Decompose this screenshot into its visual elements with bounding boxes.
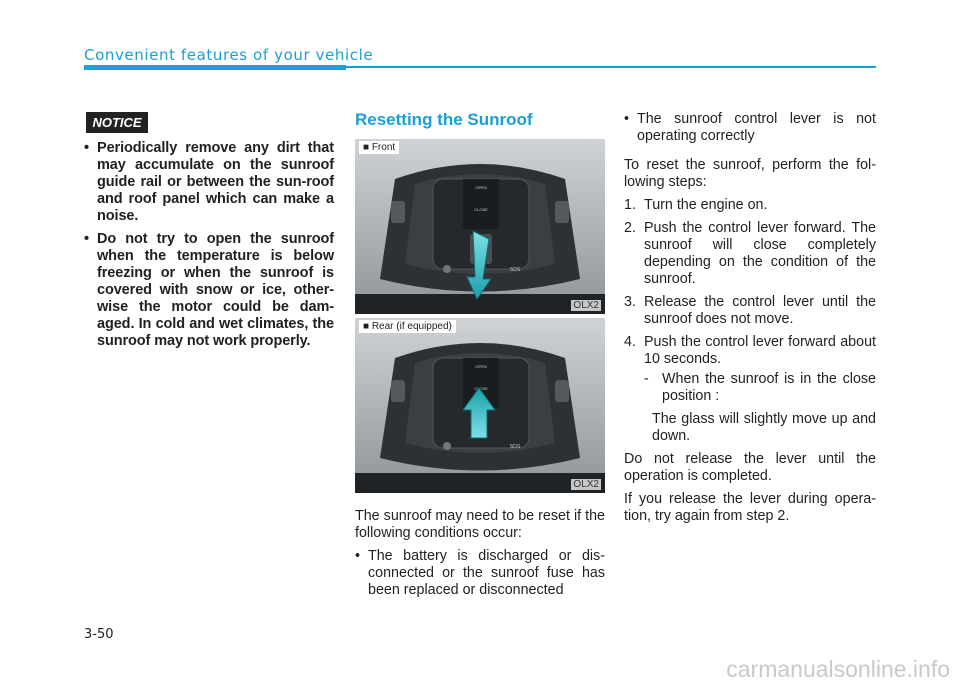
step-item	[624, 197, 876, 214]
sub-step-detail: The glass will slightly move up and down.	[652, 411, 876, 444]
watermark: carmanualsonline.info	[726, 656, 950, 682]
sub-step-text: When the sunroof is in the close position :	[662, 371, 876, 404]
panel-close-label: CLOSE	[474, 386, 488, 391]
panel-sos-label: SOS	[509, 444, 521, 450]
steps-intro: To reset the sunroof, perform the fol-lowing steps:	[624, 157, 876, 190]
page-number: 3-50	[84, 627, 114, 642]
panel-open-label: OPEN	[475, 364, 487, 369]
note-paragraph: If you release the lever during opera-tion, try again from step 2.	[624, 491, 876, 524]
figure-rear	[355, 318, 605, 493]
column-3-text	[624, 111, 876, 531]
panel-open-label: OPEN	[475, 185, 487, 190]
figure-label: ■ Rear (if equipped)	[359, 320, 456, 333]
header-divider-accent	[84, 65, 346, 70]
conditions-list-continued	[624, 111, 876, 145]
step-item	[624, 220, 876, 288]
step-number: 2.	[624, 220, 636, 236]
step-text: Release the control lever until the sunroof does not move.	[644, 294, 876, 327]
intro-paragraph: The sunroof may need to be reset if the following conditions occur:	[355, 508, 605, 541]
notice-item: • Periodically remove any dirt that may accumulate on the sunroof guide rail or between the sun-roof and roof panel which can make a noise.	[84, 140, 334, 225]
dash-glyph: -	[644, 371, 649, 387]
condition-item: • The sunroof control lever is not operating correctly	[624, 111, 876, 145]
note-paragraph: Do not release the lever until the operation is completed.	[624, 451, 876, 484]
conditions-list	[355, 548, 605, 599]
figure-code: OLX2	[573, 300, 599, 311]
figure-code: OLX2	[573, 479, 599, 490]
notice-item: • Do not try to open the sunroof when the temperature is below freezing or when the sunroof is covered with snow or ice, other-wise the motor could be dam-aged. In cold and wet climates, the sunroof may not work properly.	[84, 231, 334, 350]
step-text: Turn the engine on.	[644, 197, 768, 213]
step-item	[624, 294, 876, 328]
step-number: 4.	[624, 334, 636, 350]
step-number: 1.	[624, 197, 636, 213]
step-item	[624, 334, 876, 368]
steps-list	[624, 197, 876, 368]
step-number: 3.	[624, 294, 636, 310]
figure-label: ■ Front	[359, 141, 399, 154]
panel-sos-label: SOS	[509, 267, 521, 273]
step-text: Push the control lever forward. The sunroof will close completely depending on the condition of the sunroof.	[644, 220, 876, 287]
overhead-console-front-image	[355, 139, 605, 314]
overhead-console-rear-image	[355, 318, 605, 493]
step-text: Push the control lever forward about 10 seconds.	[644, 334, 876, 367]
panel-close-label: CLOSE	[474, 207, 488, 212]
section-title: Resetting the Sunroof	[355, 110, 533, 129]
column-2-text	[355, 508, 605, 605]
section-header-title: Convenient features of your vehicle	[84, 46, 374, 64]
sub-step	[624, 371, 876, 405]
notice-list	[84, 140, 334, 356]
figure-front	[355, 139, 605, 314]
condition-item: • The battery is discharged or dis-connected or the sunroof fuse has been replaced or disconnected	[355, 548, 605, 599]
notice-badge: NOTICE	[86, 112, 148, 133]
